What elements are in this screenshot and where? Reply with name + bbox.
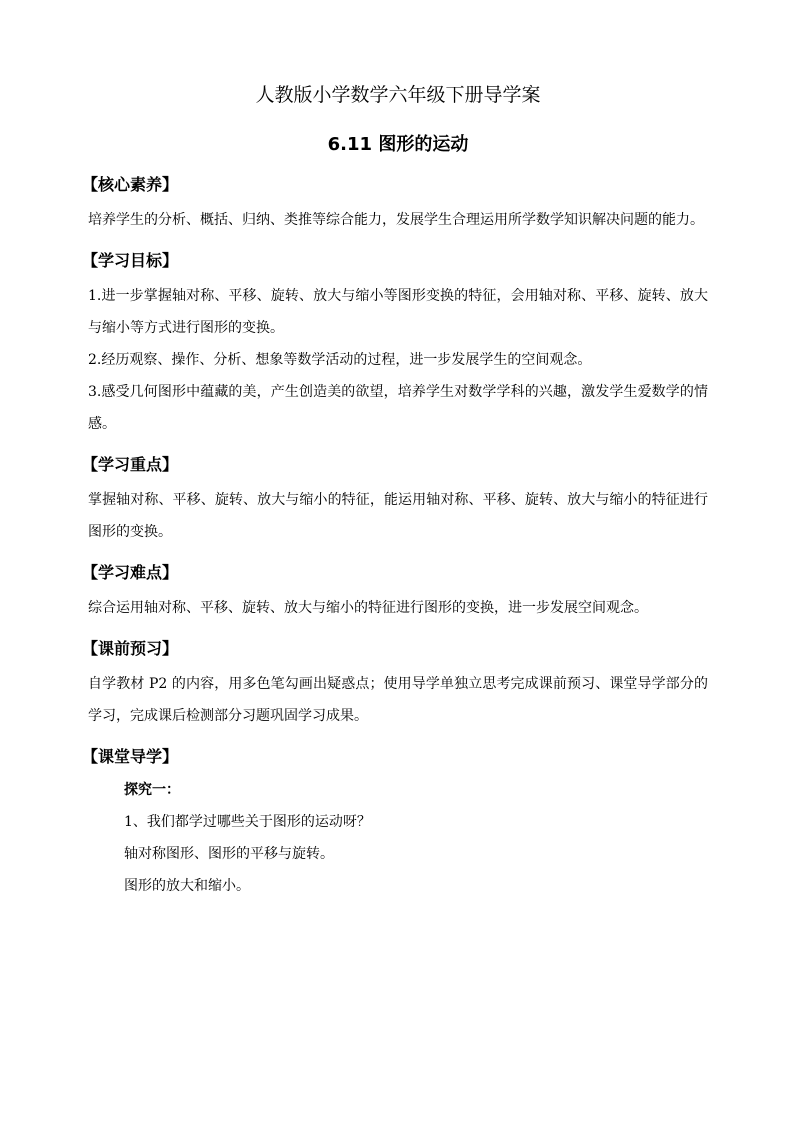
explore-answer: 图形的放大和缩小。 xyxy=(124,878,250,894)
document-title: 人教版小学数学六年级下册导学案 xyxy=(255,84,541,106)
section-preview xyxy=(82,636,708,732)
objective-item: 3.感受几何图形中蕴藏的美，产生创造美的欲望，培养学生对数学学科的兴趣，激发学生爱数学的情感。 xyxy=(88,384,708,432)
core-literacy-text: 培养学生的分析、概括、归纳、类推等综合能力，发展学生合理运用所学数学知识解决问题的能力。 xyxy=(88,212,704,228)
section-heading-classroom: 【课堂导学】 xyxy=(82,747,179,766)
preview-text: 自学教材 P2 的内容，用多色笔勾画出疑惑点；使用导学单独立思考完成课前预习、课堂导学部分的学习，完成课后检测部分习题巩固学习成果。 xyxy=(88,676,708,724)
section-heading-difficulties: 【学习难点】 xyxy=(82,563,179,582)
key-points-text: 掌握轴对称、平移、旋转、放大与缩小的特征，能运用轴对称、平移、旋转、放大与缩小的特征进行图形的变换。 xyxy=(88,492,708,540)
section-heading-key-points: 【学习重点】 xyxy=(82,455,179,474)
objectives-list xyxy=(88,280,708,440)
lesson-title: 6.11 图形的运动 xyxy=(327,134,469,155)
section-classroom xyxy=(82,744,708,902)
section-key-points xyxy=(82,452,708,548)
section-difficulties xyxy=(82,560,708,624)
section-heading-core-literacy: 【核心素养】 xyxy=(82,175,179,194)
difficulties-text: 综合运用轴对称、平移、旋转、放大与缩小的特征进行图形的变换，进一步发展空间观念。 xyxy=(88,600,648,616)
section-core-literacy xyxy=(82,172,708,236)
explore-label: 探究一： xyxy=(124,782,180,798)
explore-one xyxy=(124,776,708,902)
explore-question: 1、我们都学过哪些关于图形的运动呀？ xyxy=(124,814,371,830)
document-content xyxy=(82,80,708,902)
objective-item: 2.经历观察、操作、分析、想象等数学活动的过程，进一步发展学生的空间观念。 xyxy=(88,352,592,368)
objective-item: 1.进一步掌握轴对称、平移、旋转、放大与缩小等图形变换的特征，会用轴对称、平移、旋转、放大与缩小等方式进行图形的变换。 xyxy=(88,288,708,336)
section-objectives xyxy=(82,248,708,440)
section-heading-objectives: 【学习目标】 xyxy=(82,251,179,270)
explore-answer: 轴对称图形、图形的平移与旋转。 xyxy=(124,846,334,862)
section-heading-preview: 【课前预习】 xyxy=(82,639,179,658)
